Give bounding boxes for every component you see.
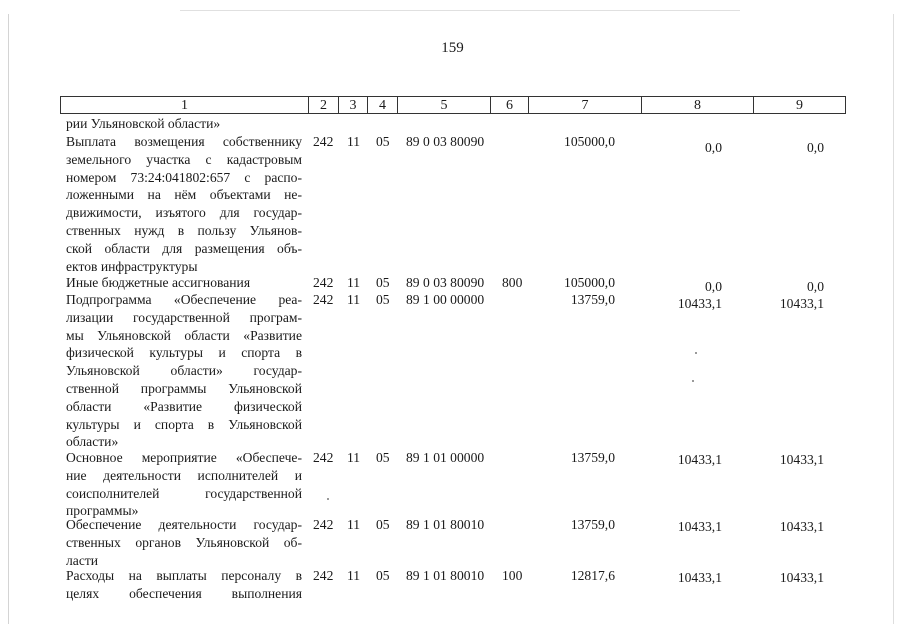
row-name-line: ласти [66, 552, 99, 568]
row-name-line: ственных нужд в пользу Ульянов- [66, 222, 302, 238]
cell-col-9: 10433,1 [779, 570, 824, 585]
row-name-line: Основное мероприятие «Обеспече- [66, 450, 302, 465]
cell-col-3: 11 [347, 568, 361, 583]
cell-col-7: 12817,6 [570, 568, 615, 583]
row-name-line: мы Ульяновской области «Развитие [66, 327, 302, 343]
cell-col-8: 10433,1 [677, 296, 722, 311]
row-name-line: ложенными на нём объектами не- [66, 187, 302, 203]
cell-col-3: 11 [347, 450, 361, 465]
cell-col-4: 05 [376, 568, 390, 583]
row-name-line: Подпрограмма «Обеспечение реа- [66, 292, 302, 307]
row-name-line: области» [66, 434, 119, 450]
cell-col-5: 89 1 01 80010 [406, 517, 485, 532]
cell-col-9: 10433,1 [779, 452, 824, 467]
row-name-line: рии Ульяновской области» [66, 116, 221, 131]
table-header-row [60, 96, 846, 114]
cell-col-7: 13759,0 [570, 450, 615, 465]
row-name-line: ственной программы Ульяновской [66, 380, 302, 396]
cell-col-3: 11 [347, 275, 361, 290]
header-col-4: 4 [368, 97, 398, 113]
header-col-1: 1 [61, 97, 309, 113]
cell-col-4: 05 [376, 134, 390, 149]
cell-col-7: 13759,0 [570, 517, 615, 532]
cell-col-2: 242 [313, 517, 334, 532]
cell-col-3: 11 [347, 517, 361, 532]
header-col-7: 7 [529, 97, 642, 113]
scan-edge-line [180, 10, 740, 11]
header-col-6: 6 [491, 97, 529, 113]
cell-col-4: 05 [376, 292, 390, 307]
row-name-line: физической культуры и спорта в [66, 345, 302, 361]
row-name-line: Обеспечение деятельности государ- [66, 517, 302, 532]
row-name-line: ектов инфраструктуры [66, 258, 198, 274]
cell-col-8: 0,0 [705, 279, 722, 294]
row-name-line: Иные бюджетные ассигнования [66, 275, 251, 290]
cell-col-6: 100 [502, 568, 523, 583]
row-name-line: земельного участка с кадастровым [66, 151, 302, 167]
cell-col-3: 11 [347, 134, 361, 149]
row-name-line: Расходы на выплаты персоналу в [66, 568, 302, 583]
cell-col-3: 11 [347, 292, 361, 307]
header-col-2: 2 [309, 97, 339, 113]
row-name-line: программы» [66, 503, 139, 519]
header-col-8: 8 [642, 97, 754, 113]
row-name-line: Ульяновской области» государ- [66, 363, 302, 379]
cell-col-5: 89 1 01 00000 [406, 450, 485, 465]
cell-col-4: 05 [376, 275, 390, 290]
row-name-line: Выплата возмещения собственнику [66, 134, 302, 149]
cell-col-9: 10433,1 [779, 519, 824, 534]
cell-col-2: 242 [313, 275, 334, 290]
cell-col-8: 10433,1 [677, 570, 722, 585]
row-name [66, 291, 302, 451]
header-col-9: 9 [796, 98, 803, 113]
cell-col-8: 10433,1 [677, 452, 722, 467]
row-name-line: движимости, изъятого для государ- [66, 205, 302, 221]
row-name-line: ственных органов Ульяновской об- [66, 534, 302, 550]
cell-col-9: 0,0 [807, 140, 824, 155]
cell-col-2: 242 [313, 450, 334, 465]
scan-edge-line [8, 14, 9, 624]
page-number: 159 [441, 40, 464, 56]
cell-col-4: 05 [376, 517, 390, 532]
cell-col-2: 242 [313, 134, 334, 149]
row-name [66, 115, 302, 133]
header-col-3: 3 [339, 97, 368, 113]
row-name-line: культуры и спорта в Ульяновской [66, 416, 302, 432]
cell-col-5: 89 0 03 80090 [406, 134, 485, 149]
cell-col-9: 0,0 [807, 279, 824, 294]
cell-col-2: 242 [313, 292, 334, 307]
row-name [66, 567, 302, 603]
row-name [66, 516, 302, 569]
scan-speck [695, 352, 697, 354]
scan-speck [327, 498, 329, 500]
cell-col-2: 242 [313, 568, 334, 583]
row-name-line: целях обеспечения выполнения [66, 585, 302, 601]
cell-col-5: 89 1 01 80010 [406, 568, 485, 583]
cell-col-8: 0,0 [705, 140, 722, 155]
cell-col-6: 800 [502, 275, 523, 290]
row-name-line: лизации государственной програм- [66, 309, 302, 325]
cell-col-5: 89 1 00 00000 [406, 292, 485, 307]
row-name-line: номером 73:24:041802:657 с распо- [66, 169, 302, 185]
row-name-line: области «Развитие физической [66, 398, 302, 414]
cell-col-7: 105000,0 [564, 134, 615, 149]
row-name [66, 133, 302, 275]
row-name [66, 274, 302, 292]
cell-col-9: 10433,1 [779, 296, 824, 311]
row-name-line: соисполнителей государственной [66, 485, 302, 501]
cell-col-7: 105000,0 [564, 275, 615, 290]
row-name-line: ние деятельности исполнителей и [66, 467, 302, 483]
row-name [66, 449, 302, 520]
cell-col-5: 89 0 03 80090 [406, 275, 485, 290]
cell-col-8: 10433,1 [677, 519, 722, 534]
cell-col-4: 05 [376, 450, 390, 465]
scan-speck [692, 380, 694, 382]
row-name-line: ской области для размещения объ- [66, 240, 302, 256]
header-col-5: 5 [398, 97, 491, 113]
scan-edge-line [893, 14, 894, 624]
cell-col-7: 13759,0 [570, 292, 615, 307]
